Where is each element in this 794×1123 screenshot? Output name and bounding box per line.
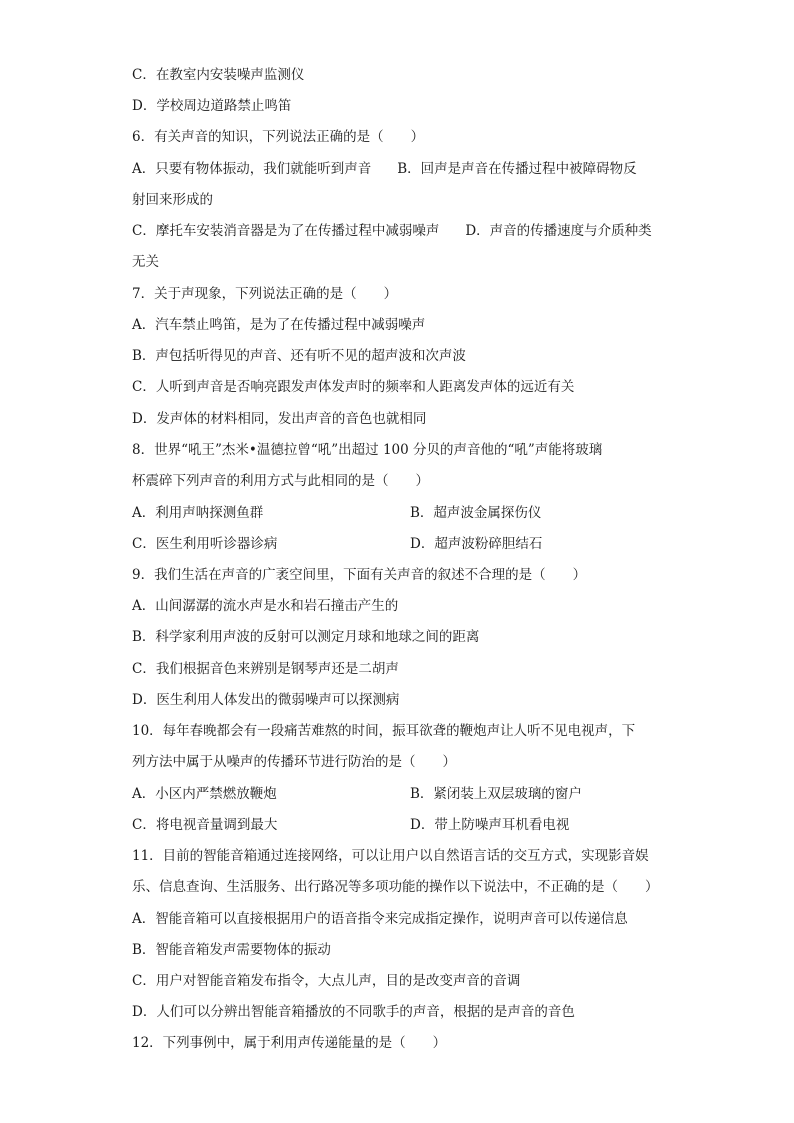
line-text: 10．每年春晚都会有一段痛苦难熬的时间，振耳欲聋的鞭炮声让人听不见电视声，下: [132, 723, 636, 739]
line-text: D．医生利用人体发出的微弱噪声可以探测病: [132, 692, 400, 708]
line-text: 6．有关声音的知识，下列说法正确的是（ ）: [132, 129, 425, 145]
line-text: D．发声体的材料相同，发出声音的音色也就相同: [132, 411, 427, 427]
text-line: [132, 753, 456, 771]
text-line: [132, 378, 574, 396]
option-column-2: D．超声波粉碎胆结石: [410, 536, 543, 552]
text-line: [132, 316, 425, 334]
line-text: A．小区内严禁燃放鞭炮: [132, 786, 277, 802]
text-line: [132, 566, 586, 584]
line-text: B．智能音箱发声需要物体的振动: [132, 942, 331, 958]
line-text-right-option: D．声音的传播速度与介质种类: [465, 223, 652, 239]
line-text: A．只要有物体振动，我们就能听到声音: [132, 161, 372, 177]
text-line: [132, 128, 424, 146]
option-column-2: B．超声波金属探伤仪: [410, 505, 542, 521]
line-text: 杯震碎下列声音的利用方式与此相同的是（ ）: [132, 473, 429, 489]
line-text: A．智能音箱可以直接根据用户的语音指令来完成指定操作，说明声音可以传递信息: [132, 911, 628, 927]
line-text: C．人听到声音是否响亮跟发声体发声时的频率和人距离发声体的远近有关: [132, 379, 575, 395]
text-line: [132, 191, 213, 209]
line-text: 11．目前的智能音箱通过连接网络，可以让用户以自然语言话的交互方式，实现影音娱: [132, 848, 649, 864]
text-line: [132, 972, 520, 990]
line-text: A．利用声呐探测鱼群: [132, 505, 264, 521]
line-text: A．山间潺潺的流水声是水和岩石撞击产生的: [132, 598, 399, 614]
text-line: [132, 597, 398, 615]
line-text: A．汽车禁止鸣笛，是为了在传播过程中减弱噪声: [132, 317, 426, 333]
line-text: C．在教室内安装噪声监测仪: [132, 67, 305, 83]
text-line: [132, 660, 399, 678]
option-column-2: D．带上防噪声耳机看电视: [410, 817, 570, 833]
text-line: [132, 285, 397, 303]
text-line: [132, 1034, 446, 1052]
line-text: 乐、信息查询、生活服务、出行路况等多项功能的操作以下说法中，不正确的是（ ）: [132, 879, 659, 895]
text-line: [132, 222, 652, 240]
text-line: [132, 410, 426, 428]
text-line: [132, 910, 628, 928]
text-line: [132, 1003, 575, 1021]
line-text: 射回来形成的: [132, 192, 213, 208]
line-text: D．学校周边道路禁止鸣笛: [132, 98, 292, 114]
text-line: [132, 97, 291, 115]
line-text: C．摩托车安装消音器是为了在传播过程中减弱噪声: [132, 223, 440, 239]
text-line: [132, 504, 263, 522]
text-line: [132, 472, 429, 490]
text-line: [132, 347, 466, 365]
text-line: [132, 253, 159, 271]
text-line: [132, 628, 479, 646]
text-line: [132, 66, 304, 84]
text-line: [132, 878, 659, 896]
text-line: [132, 160, 637, 178]
line-text: 列方法中属于从噪声的传播环节进行防治的是（ ）: [132, 754, 456, 770]
line-text: B．声包括听得见的声音、还有听不见的超声波和次声波: [132, 348, 466, 364]
text-line: [132, 847, 649, 865]
line-text: D．人们可以分辨出智能音箱播放的不同歌手的声音，根据的是声音的音色: [132, 1004, 575, 1020]
line-text: 9．我们生活在声音的广袤空间里，下面有关声音的叙述不合理的是（ ）: [132, 567, 587, 583]
text-line: [132, 441, 602, 459]
line-text: C．我们根据音色来辨别是钢琴声还是二胡声: [132, 661, 399, 677]
option-column-2: B．紧闭装上双层玻璃的窗户: [410, 786, 582, 802]
line-text: C．将电视音量调到最大: [132, 817, 278, 833]
line-text: B．科学家利用声波的反射可以测定月球和地球之间的距离: [132, 629, 480, 645]
line-text-right-option: B．回声是声音在传播过程中被障碍物反: [397, 161, 637, 177]
line-text: 7．关于声现象，下列说法正确的是（ ）: [132, 286, 398, 302]
text-line: [132, 816, 277, 834]
text-line: [132, 785, 277, 803]
line-text: 无关: [132, 254, 159, 270]
text-line: [132, 722, 635, 740]
text-line: [132, 691, 399, 709]
line-text: 8．世界“吼王”杰米•温德拉曾“吼”出超过 100 分贝的声音他的“吼”声能将玻璃: [132, 442, 603, 458]
text-line: [132, 535, 277, 553]
line-text: 12．下列事例中，属于利用声传递能量的是（ ）: [132, 1035, 447, 1051]
text-line: [132, 941, 331, 959]
line-text: C．用户对智能音箱发布指令，大点儿声，目的是改变声音的音调: [132, 973, 521, 989]
line-text: C．医生利用听诊器诊病: [132, 536, 278, 552]
